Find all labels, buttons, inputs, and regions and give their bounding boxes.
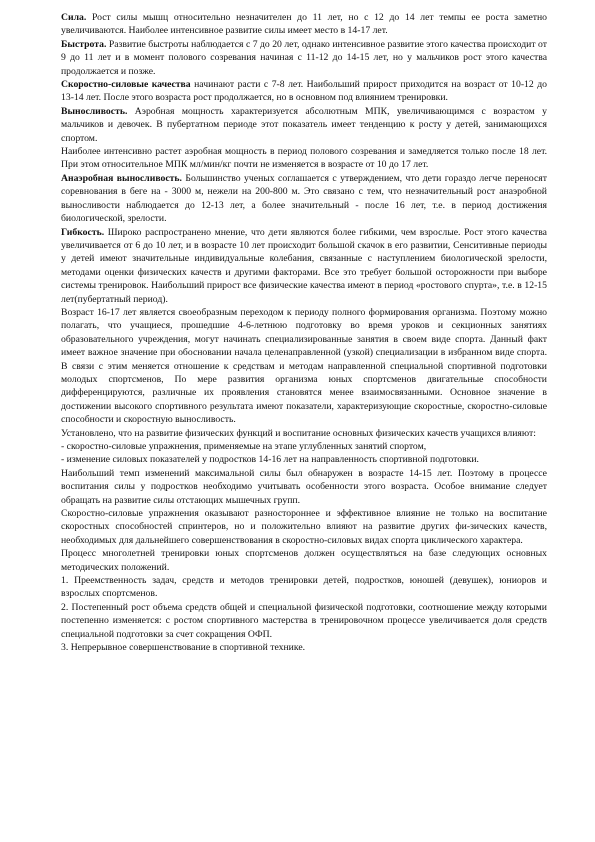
paragraph-text: Наибольший темп изменений максимальной силы был обнаружен в возрасте 14-15 лет. Поэтому в процессе воспитания силы у подростков необходимо учитывать особенности этого возраста. Особое внимание следует обращать на развитие силы отстающих мышечных групп. — [61, 467, 547, 506]
paragraph-text: Возраст 16-17 лет является своеобразным переходом к периоду полного формирования организма. Поэтому можно полагать, что учащиеся, прошедшие 4-6-летнюю подготовку во время уроков и секционных занятиях образовательного учреждения, могут начинать специализированные занятия в своем виде спорта. Данный факт имеет важное значение при обосновании начала целенаправленной (узкой) специализации в избранном виде спорта. В связи с этим меняется отношение к средствам и методам направленной специальной спортивной подготовки молодых спортсменов, По мере развития организма юных спортсменов двигательные способности дифференцируются, различные их проявления становятся менее взаимосвязанными. Основное значение в достижении высокого спортивного результата имеют показатели, характеризующие скоростные, скоростно-силовые способности и скоростную выносливость. — [61, 306, 547, 426]
term-flexibility: Гибкость. — [61, 226, 105, 238]
term-speed-strength: Скоростно-силовые качества — [61, 79, 191, 91]
paragraph-text: 1. Преемственность задач, средств и методов тренировки детей, подростков, юношей (девушек), юниоров и взрослых спортсменов. — [61, 575, 547, 600]
paragraph-text: Наиболее интенсивно растет аэробная мощность в период полового созревания и замедляется только после 18 лет. При этом относительное МПК мл/мин/кг почти не изменяется в возрасте от 10 до 17 лет. — [61, 146, 547, 171]
paragraph-text: Процесс многолетней тренировки юных спортсменов должен осуществляться на базе следующих основных методических положений. — [61, 548, 547, 573]
paragraph-text: Скоростно-силовые упражнения оказывают разностороннее и эффективное влияние не только на воспитание скоростных способностей спринтеров, но и положительно влияют на развитие других фи-зических качеств, необходимых для дальнейшего совершенствования в скоростно-силовых видах спорта циклического характера. — [61, 508, 547, 546]
paragraph-text: Большинство ученых соглашается с утверждением, что дети гораздо легче переносят соревнования в беге на - 3000 м, нежели на 200-800 м. Это связано с тем, что незначительный рост анаэробной выносливости наблюдается до 12-13 лет, а более значительный - после 16 лет, т.е. в период достижения биологической, зрелости. — [61, 172, 547, 225]
paragraph-speed-strength — [61, 78, 547, 105]
paragraph-text: Аэробная мощность характеризуется абсолютным МПК, увеличивающимся с возрастом у мальчиков и девочек. В пубертатном периоде этот показатель имеет тенденцию к росту у детей, занимающихся спортом. — [61, 105, 547, 144]
list-item-2 — [61, 601, 547, 641]
paragraph-age-16-17 — [61, 306, 547, 427]
list-item-3 — [61, 641, 547, 654]
paragraph-text: 2. Постепенный рост объема средств общей и специальной физической подготовки, соотношение между которыми постепенно изменяется: с ростом спортивного мастерства в тренировочном процессе увеличивается доля средств специальной подготовки за счет сокращения ОФП. — [61, 601, 547, 640]
term-strength: Сила. — [61, 12, 87, 23]
paragraph-flexibility — [61, 226, 547, 306]
list-item-speed-strength-exercises — [61, 440, 547, 453]
paragraph-text: начинают расти с 7-8 лет. Наибольший прирост приходится на возраст от 10-12 до 13-14 лет. После этого возраста рост продолжается, но в основном под влиянием тренировки. — [61, 79, 547, 104]
paragraph-strength — [61, 11, 547, 38]
paragraph-text: Развитие быстроты наблюдается с 7 до 20 лет, однако интенсивное развитие этого качества происходит от 9 до 11 лет и в момент полового созревания начиная с 11-12 до 14-15 лет, но у мальчиков рост этого качества продолжается и позже. — [61, 38, 547, 77]
paragraph-aerobic-power — [61, 145, 547, 172]
paragraph-text: 3. Непрерывное совершенствование в спортивной технике. — [61, 642, 306, 654]
paragraph-text: Рост силы мышц относительно незначителен до 11 лет, но с 12 до 14 лет темпы ее роста заметно увеличиваются. Наиболее интенсивное развитие силы имеет место в 14-17 лет. — [61, 12, 547, 37]
term-speed: Быстрота. — [61, 38, 107, 50]
paragraph-text: Широко распространено мнение, что дети являются более гибкими, чем взрослые. Рост этого качества увеличивается от 6 до 10 лет, и в возрасте 10 лет происходит большой скачок в его развитии, Сенситивные периоды у детей имеют значительные индивидуальные колебания, связанные с наступлением биологической зрелости, методами оценки физических качеств и другими факторами. Все это требует большой осторожности при выборе системы тренировок. Наибольший прирост все физические качества имеют в период «ростового спурта», т.е. в 12-15 лет(пубертатный период). — [61, 226, 547, 305]
term-endurance: Выносливость. — [61, 105, 128, 117]
paragraph-text: - скоростно-силовые упражнения, применяемые на этапе углубленных занятий спортом, — [61, 441, 427, 452]
list-item-strength-indicators — [61, 453, 547, 466]
term-anaerobic-endurance: Анаэробная выносливость. — [61, 172, 182, 184]
paragraph-text: Установлено, что на развитие физических функций и воспитание основных физических качеств учащихся влияют: — [61, 427, 536, 439]
paragraph-speed — [61, 38, 547, 78]
paragraph-long-term-training — [61, 547, 547, 574]
paragraph-endurance — [61, 105, 547, 145]
paragraph-anaerobic-endurance — [61, 172, 547, 226]
paragraph-established — [61, 427, 547, 440]
paragraph-text: - изменение силовых показателей у подростков 14-16 лет на направленность спортивной подготовки. — [61, 454, 479, 466]
paragraph-max-strength — [61, 467, 547, 507]
paragraph-speed-strength-exercises — [61, 507, 547, 547]
list-item-1 — [61, 574, 547, 601]
